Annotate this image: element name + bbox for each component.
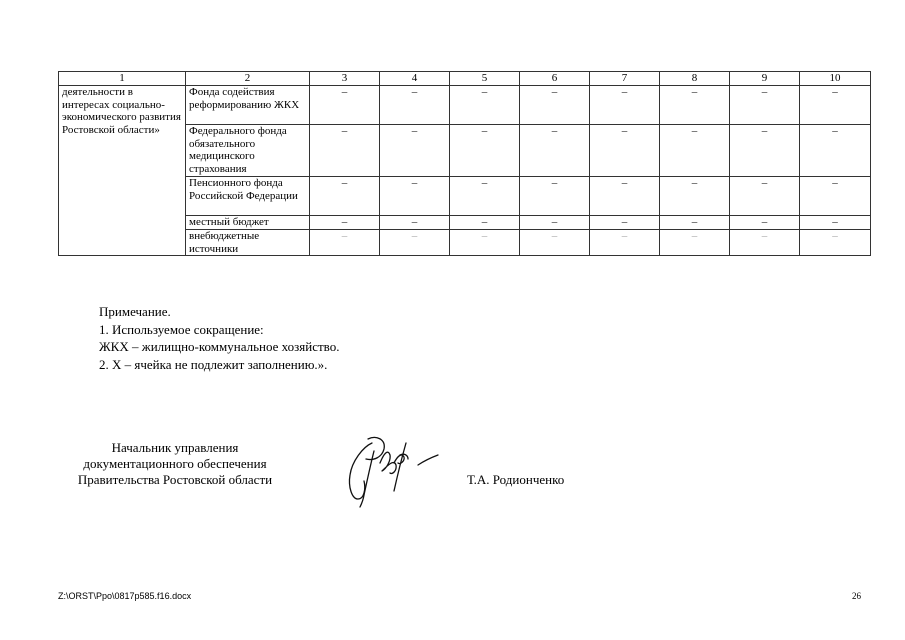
value-cell: – bbox=[380, 230, 450, 256]
value-cell: – bbox=[800, 216, 871, 230]
column-number: 3 bbox=[310, 72, 380, 86]
note-line: ЖКХ – жилищно-коммунальное хозяйство. bbox=[99, 339, 340, 354]
value-cell: – bbox=[520, 216, 590, 230]
signatory-title-line: Начальник управления bbox=[111, 440, 239, 455]
financing-table bbox=[58, 71, 871, 256]
column-number: 8 bbox=[660, 72, 730, 86]
funding-source-cell: Фонда содействия реформированию ЖКХ bbox=[186, 86, 310, 125]
value-cell: – bbox=[730, 86, 800, 125]
column-number: 6 bbox=[520, 72, 590, 86]
value-cell: – bbox=[590, 125, 660, 177]
funding-source-cell: Пенсионного фонда Российской Федерации bbox=[186, 177, 310, 216]
page-number: 26 bbox=[852, 591, 861, 601]
value-cell: – bbox=[660, 230, 730, 256]
value-cell: – bbox=[520, 86, 590, 125]
value-cell: – bbox=[310, 125, 380, 177]
signatory-title-line: Правительства Ростовской области bbox=[77, 472, 273, 487]
funding-source-cell: внебюджетные источники bbox=[186, 230, 310, 256]
value-cell: – bbox=[730, 177, 800, 216]
value-cell: – bbox=[520, 177, 590, 216]
value-cell: – bbox=[730, 125, 800, 177]
file-path: Z:\ORST\Ppo\0817p585.f16.docx bbox=[58, 591, 192, 601]
column-number: 9 bbox=[730, 72, 800, 86]
value-cell: – bbox=[730, 230, 800, 256]
note-line: 2. Х – ячейка не подлежит заполнению.». bbox=[99, 356, 328, 372]
note-line: 1. Используемое сокращение: bbox=[99, 321, 264, 337]
value-cell: – bbox=[450, 216, 520, 230]
column-number: 7 bbox=[590, 72, 660, 86]
value-cell: – bbox=[450, 230, 520, 256]
signatory-name: Т.А. Родионченко bbox=[467, 472, 565, 487]
value-cell: – bbox=[310, 177, 380, 216]
value-cell: – bbox=[450, 86, 520, 125]
value-cell: – bbox=[310, 230, 380, 256]
notes-block bbox=[99, 303, 339, 373]
signatory-title bbox=[50, 440, 300, 488]
table-row bbox=[59, 86, 871, 125]
value-cell: – bbox=[450, 177, 520, 216]
value-cell: – bbox=[660, 86, 730, 125]
value-cell: – bbox=[800, 230, 871, 256]
column-number: 10 bbox=[800, 72, 871, 86]
funding-source-cell: Федерального фонда обязательного медицинского страхования bbox=[186, 125, 310, 177]
value-cell: – bbox=[380, 86, 450, 125]
value-cell: – bbox=[660, 216, 730, 230]
column-numbers-row bbox=[59, 72, 871, 86]
value-cell: – bbox=[380, 125, 450, 177]
value-cell: – bbox=[520, 125, 590, 177]
value-cell: – bbox=[380, 177, 450, 216]
value-cell: – bbox=[590, 177, 660, 216]
value-cell: – bbox=[660, 177, 730, 216]
funding-source-cell: местный бюджет bbox=[186, 216, 310, 230]
value-cell: – bbox=[800, 86, 871, 125]
value-cell: – bbox=[380, 216, 450, 230]
value-cell: – bbox=[590, 230, 660, 256]
value-cell: – bbox=[590, 86, 660, 125]
value-cell: – bbox=[800, 125, 871, 177]
value-cell: – bbox=[800, 177, 871, 216]
value-cell: – bbox=[730, 216, 800, 230]
column-number: 5 bbox=[450, 72, 520, 86]
program-label-cell: деятельности в интересах социально-экономического развития Ростовской области» bbox=[59, 86, 186, 256]
value-cell: – bbox=[520, 230, 590, 256]
value-cell: – bbox=[660, 125, 730, 177]
signatory-title-line: документационного обеспечения bbox=[83, 456, 267, 471]
column-number: 1 bbox=[59, 72, 186, 86]
value-cell: – bbox=[590, 216, 660, 230]
column-number: 4 bbox=[380, 72, 450, 86]
handwritten-signature bbox=[330, 425, 445, 510]
value-cell: – bbox=[310, 216, 380, 230]
notes-heading: Примечание. bbox=[99, 304, 171, 319]
column-number: 2 bbox=[186, 72, 310, 86]
value-cell: – bbox=[310, 86, 380, 125]
value-cell: – bbox=[450, 125, 520, 177]
